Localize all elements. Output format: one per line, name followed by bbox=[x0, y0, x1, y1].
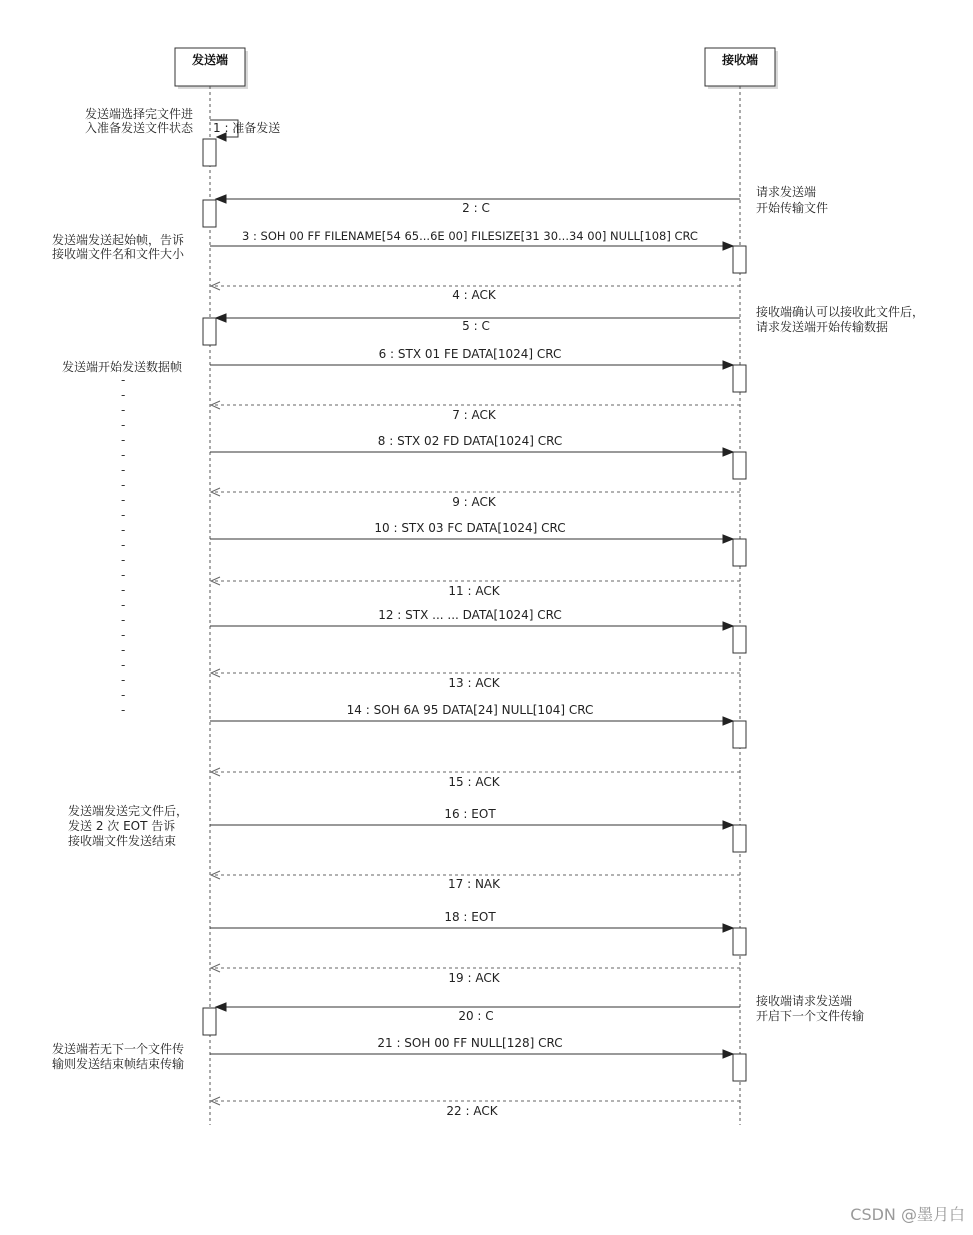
note-6-line-2: 发送 2 次 EOT 告诉 bbox=[68, 819, 176, 833]
message-4-label: 4 : ACK bbox=[452, 288, 496, 302]
continuation-dash: - bbox=[121, 403, 126, 417]
activation-sender-1 bbox=[203, 139, 216, 166]
continuation-dash: - bbox=[121, 433, 126, 447]
continuation-dashes bbox=[121, 373, 125, 717]
message-18 bbox=[210, 910, 733, 932]
note-5-line-1: 发送端开始发送数据帧 bbox=[62, 360, 183, 374]
participant-receiver bbox=[705, 48, 778, 89]
message-21 bbox=[210, 1036, 733, 1058]
message-2-label: 2 : C bbox=[462, 201, 490, 215]
note-1-line-2: 入准备发送文件状态 bbox=[84, 121, 193, 135]
continuation-dash: - bbox=[121, 478, 126, 492]
activation-receiver-8 bbox=[733, 452, 746, 479]
message-1 bbox=[210, 120, 280, 141]
note-1 bbox=[85, 106, 194, 135]
continuation-dash: - bbox=[121, 688, 126, 702]
message-8-label: 8 : STX 02 FD DATA[1024] CRC bbox=[377, 434, 563, 448]
note-5 bbox=[62, 359, 183, 374]
message-13-label: 13 : ACK bbox=[448, 676, 500, 690]
message-2 bbox=[216, 195, 740, 215]
message-20-label: 20 : C bbox=[458, 1009, 494, 1023]
message-18-label: 18 : EOT bbox=[444, 910, 496, 924]
message-17 bbox=[211, 871, 740, 891]
continuation-dash: - bbox=[121, 448, 126, 462]
note-7 bbox=[756, 993, 864, 1023]
note-7-line-2: 开启下一个文件传输 bbox=[756, 1009, 865, 1023]
participant-sender bbox=[175, 48, 248, 89]
message-4 bbox=[211, 282, 740, 302]
message-10-label: 10 : STX 03 FC DATA[1024] CRC bbox=[374, 521, 566, 535]
note-6-line-1: 发送端发送完文件后， bbox=[68, 804, 189, 818]
note-4-line-1: 接收端确认可以接收此文件后， bbox=[756, 305, 925, 319]
message-9-label: 9 : ACK bbox=[452, 495, 496, 509]
continuation-dash: - bbox=[121, 493, 126, 507]
continuation-dash: - bbox=[121, 568, 126, 582]
continuation-dash: - bbox=[121, 463, 126, 477]
message-17-label: 17 : NAK bbox=[448, 877, 500, 891]
continuation-dash: - bbox=[121, 373, 126, 387]
message-7 bbox=[211, 401, 740, 422]
note-2-line-2: 开始传输文件 bbox=[756, 201, 829, 215]
continuation-dash: - bbox=[121, 658, 126, 672]
message-10 bbox=[210, 521, 733, 543]
message-14 bbox=[210, 703, 733, 725]
message-8 bbox=[210, 434, 733, 456]
message-11 bbox=[211, 577, 740, 598]
message-13 bbox=[211, 669, 740, 690]
message-6 bbox=[210, 347, 733, 369]
message-22 bbox=[211, 1097, 740, 1118]
message-16 bbox=[210, 807, 733, 829]
message-5-label: 5 : C bbox=[462, 319, 490, 333]
message-12 bbox=[210, 608, 733, 630]
note-4-line-2: 请求发送端开始传输数据 bbox=[756, 320, 889, 334]
note-8-line-2: 输则发送结束帧结束传输 bbox=[52, 1057, 185, 1071]
note-8-line-1: 发送端若无下一个文件传 bbox=[52, 1042, 185, 1056]
note-3-line-1: 发送端发送起始帧，告诉 bbox=[52, 233, 185, 247]
activation-receiver-14 bbox=[733, 721, 746, 748]
note-6 bbox=[68, 803, 188, 848]
message-5 bbox=[216, 314, 740, 333]
note-6-line-3: 接收端文件发送结束 bbox=[68, 834, 177, 848]
continuation-dash: - bbox=[121, 613, 126, 627]
activation-receiver-6 bbox=[733, 365, 746, 392]
continuation-dash: - bbox=[121, 673, 126, 687]
activation-sender-20 bbox=[203, 1008, 216, 1035]
message-14-label: 14 : SOH 6A 95 DATA[24] NULL[104] CRC bbox=[346, 703, 594, 717]
activation-sender-2 bbox=[203, 200, 216, 227]
message-9 bbox=[211, 488, 740, 509]
continuation-dash: - bbox=[121, 418, 126, 432]
note-8 bbox=[52, 1041, 184, 1071]
message-16-label: 16 : EOT bbox=[444, 807, 496, 821]
message-15 bbox=[211, 768, 740, 789]
note-1-line-1: 发送端选择完文件进 bbox=[84, 107, 193, 121]
message-11-label: 11 : ACK bbox=[448, 584, 500, 598]
message-1-label: 1 : 准备发送 bbox=[213, 121, 281, 135]
activation-receiver-10 bbox=[733, 539, 746, 566]
continuation-dash: - bbox=[121, 508, 126, 522]
message-19 bbox=[211, 964, 740, 985]
note-4 bbox=[756, 304, 924, 334]
continuation-dash: - bbox=[121, 553, 126, 567]
message-21-label: 21 : SOH 00 FF NULL[128] CRC bbox=[377, 1036, 563, 1050]
message-3-label: 3 : SOH 00 FF FILENAME[54 65...6E 00] FILESIZE[31 30...34 00] NULL[108] CRC bbox=[242, 229, 698, 243]
message-12-label: 12 : STX ... ... DATA[1024] CRC bbox=[378, 608, 562, 622]
continuation-dash: - bbox=[121, 598, 126, 612]
continuation-dash: - bbox=[121, 583, 126, 597]
note-7-line-1: 接收端请求发送端 bbox=[756, 994, 853, 1008]
continuation-dash: - bbox=[121, 703, 126, 717]
participant-sender-label: 发送端 bbox=[191, 53, 229, 67]
continuation-dash: - bbox=[121, 628, 126, 642]
message-22-label: 22 : ACK bbox=[446, 1104, 498, 1118]
message-15-label: 15 : ACK bbox=[448, 775, 500, 789]
activation-sender-5 bbox=[203, 318, 216, 345]
continuation-dash: - bbox=[121, 643, 126, 657]
message-3 bbox=[210, 229, 733, 250]
continuation-dash: - bbox=[121, 538, 126, 552]
continuation-dash: - bbox=[121, 388, 126, 402]
activation-receiver-3 bbox=[733, 246, 746, 273]
message-7-label: 7 : ACK bbox=[452, 408, 496, 422]
watermark: CSDN @墨月白 bbox=[850, 1205, 965, 1224]
note-2 bbox=[756, 184, 828, 215]
activation-receiver-12 bbox=[733, 626, 746, 653]
note-3-line-2: 接收端文件名和文件大小 bbox=[52, 247, 185, 261]
message-6-label: 6 : STX 01 FE DATA[1024] CRC bbox=[378, 347, 562, 361]
message-20 bbox=[216, 1003, 740, 1023]
activation-receiver-16 bbox=[733, 825, 746, 852]
note-2-line-1: 请求发送端 bbox=[756, 185, 817, 199]
message-19-label: 19 : ACK bbox=[448, 971, 500, 985]
continuation-dash: - bbox=[121, 523, 126, 537]
participant-receiver-label: 接收端 bbox=[721, 53, 759, 67]
activation-receiver-21 bbox=[733, 1054, 746, 1081]
note-3 bbox=[52, 232, 185, 261]
activation-receiver-18 bbox=[733, 928, 746, 955]
